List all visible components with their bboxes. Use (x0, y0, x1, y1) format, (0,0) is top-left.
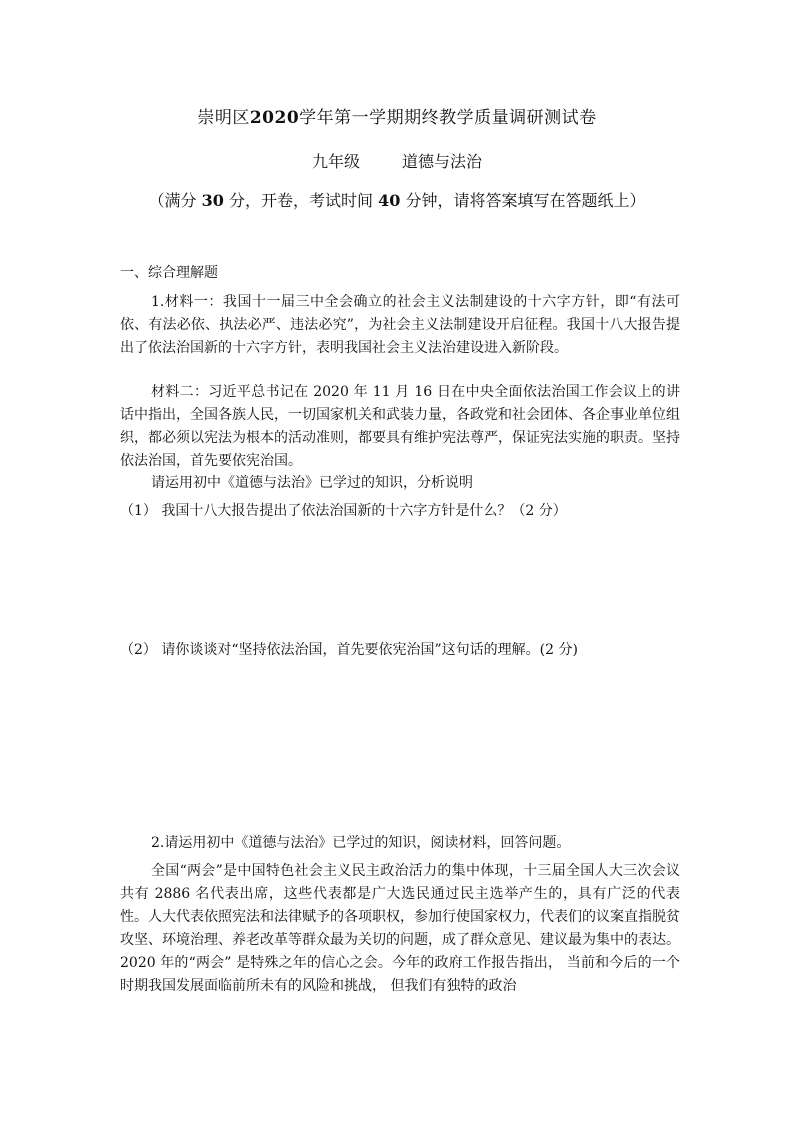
q1-subquestion-2-text: （2） 请你谈谈对“坚持依法治国，首先要依宪治国”这句话的理解。(2 分) (120, 642, 578, 658)
q1-subquestion-1 (120, 500, 680, 523)
title-suffix: 学年第一学期期终教学质量调研测试卷 (299, 108, 597, 128)
note-score: 30 (201, 191, 224, 210)
section-heading-text: 一、综合理解题 (120, 265, 218, 281)
exam-subtitle (0, 149, 794, 172)
q2-material-text: 全国“两会”是中国特色社会主义民主政治活力的集中体现，十三届全国人大三次会议共有 2886 名代表出席，这些代表都是广大选民通过民主选举产生的，具有广泛的代表性。人大代表依照宪法和法律赋予的各项职权，参加行使国家权力，代表们的议案直指脱贫攻坚、环境治理、养老改革等群众最为关切的问题，成了群众意见、建议最为集中的表达。2020 年的“两会” 是特殊之年的信心之会。今年的政府工作报告指出， 当前和今后的一个时期我国发展面临前所未有的风险和挑战， 但我们有独特的政治 (120, 863, 680, 994)
q2-intro (120, 832, 680, 855)
exam-title (0, 103, 794, 128)
q1-instruction (120, 472, 680, 495)
grade-label: 九年级 (311, 152, 360, 171)
q1-material1 (120, 291, 680, 360)
note-part1: （满分 (148, 191, 202, 210)
subject-label: 道德与法治 (402, 152, 483, 171)
note-time: 40 (378, 191, 401, 210)
note-part2: 分，开卷，考试时间 (223, 191, 379, 210)
q1-material2 (120, 381, 680, 473)
q2-material (120, 860, 680, 998)
q1-subquestion-1-text: （1） 我国十八大报告提出了依法治国新的十六字方针是什么？（2 分） (120, 503, 567, 519)
q1-subquestion-2 (120, 639, 680, 662)
title-year: 2020 (249, 108, 300, 128)
note-part3: 分钟，请将答案填写在答题纸上） (400, 191, 646, 210)
section-heading (120, 262, 680, 285)
q1-material1-text: 1.材料一：我国十一届三中全会确立的社会主义法制建设的十六字方针，即“有法可依、有法必依、执法必严、违法必究”，为社会主义法制建设开启征程。我国十八大报告提出了依法治国新的十六字方针，表明我国社会主义法治建设进入新阶段。 (120, 294, 680, 356)
exam-note (0, 188, 794, 211)
q1-instruction-text: 请运用初中《道德与法治》已学过的知识，分析说明 (151, 475, 473, 491)
title-prefix: 崇明区 (197, 108, 250, 128)
q1-material2-text: 材料二：习近平总书记在 2020 年 11 月 16 日在中央全面依法治国工作会议上的讲话中指出，全国各族人民，一切国家机关和武装力量，各政党和社会团体、各企事业单位组织，都必须以宪法为根本的活动准则，都要具有维护宪法尊严，保证宪法实施的职责。坚持依法治国，首先要依宪治国。 (120, 384, 680, 469)
q2-intro-text: 2.请运用初中《道德与法治》已学过的知识，阅读材料，回答问题。 (151, 835, 571, 851)
